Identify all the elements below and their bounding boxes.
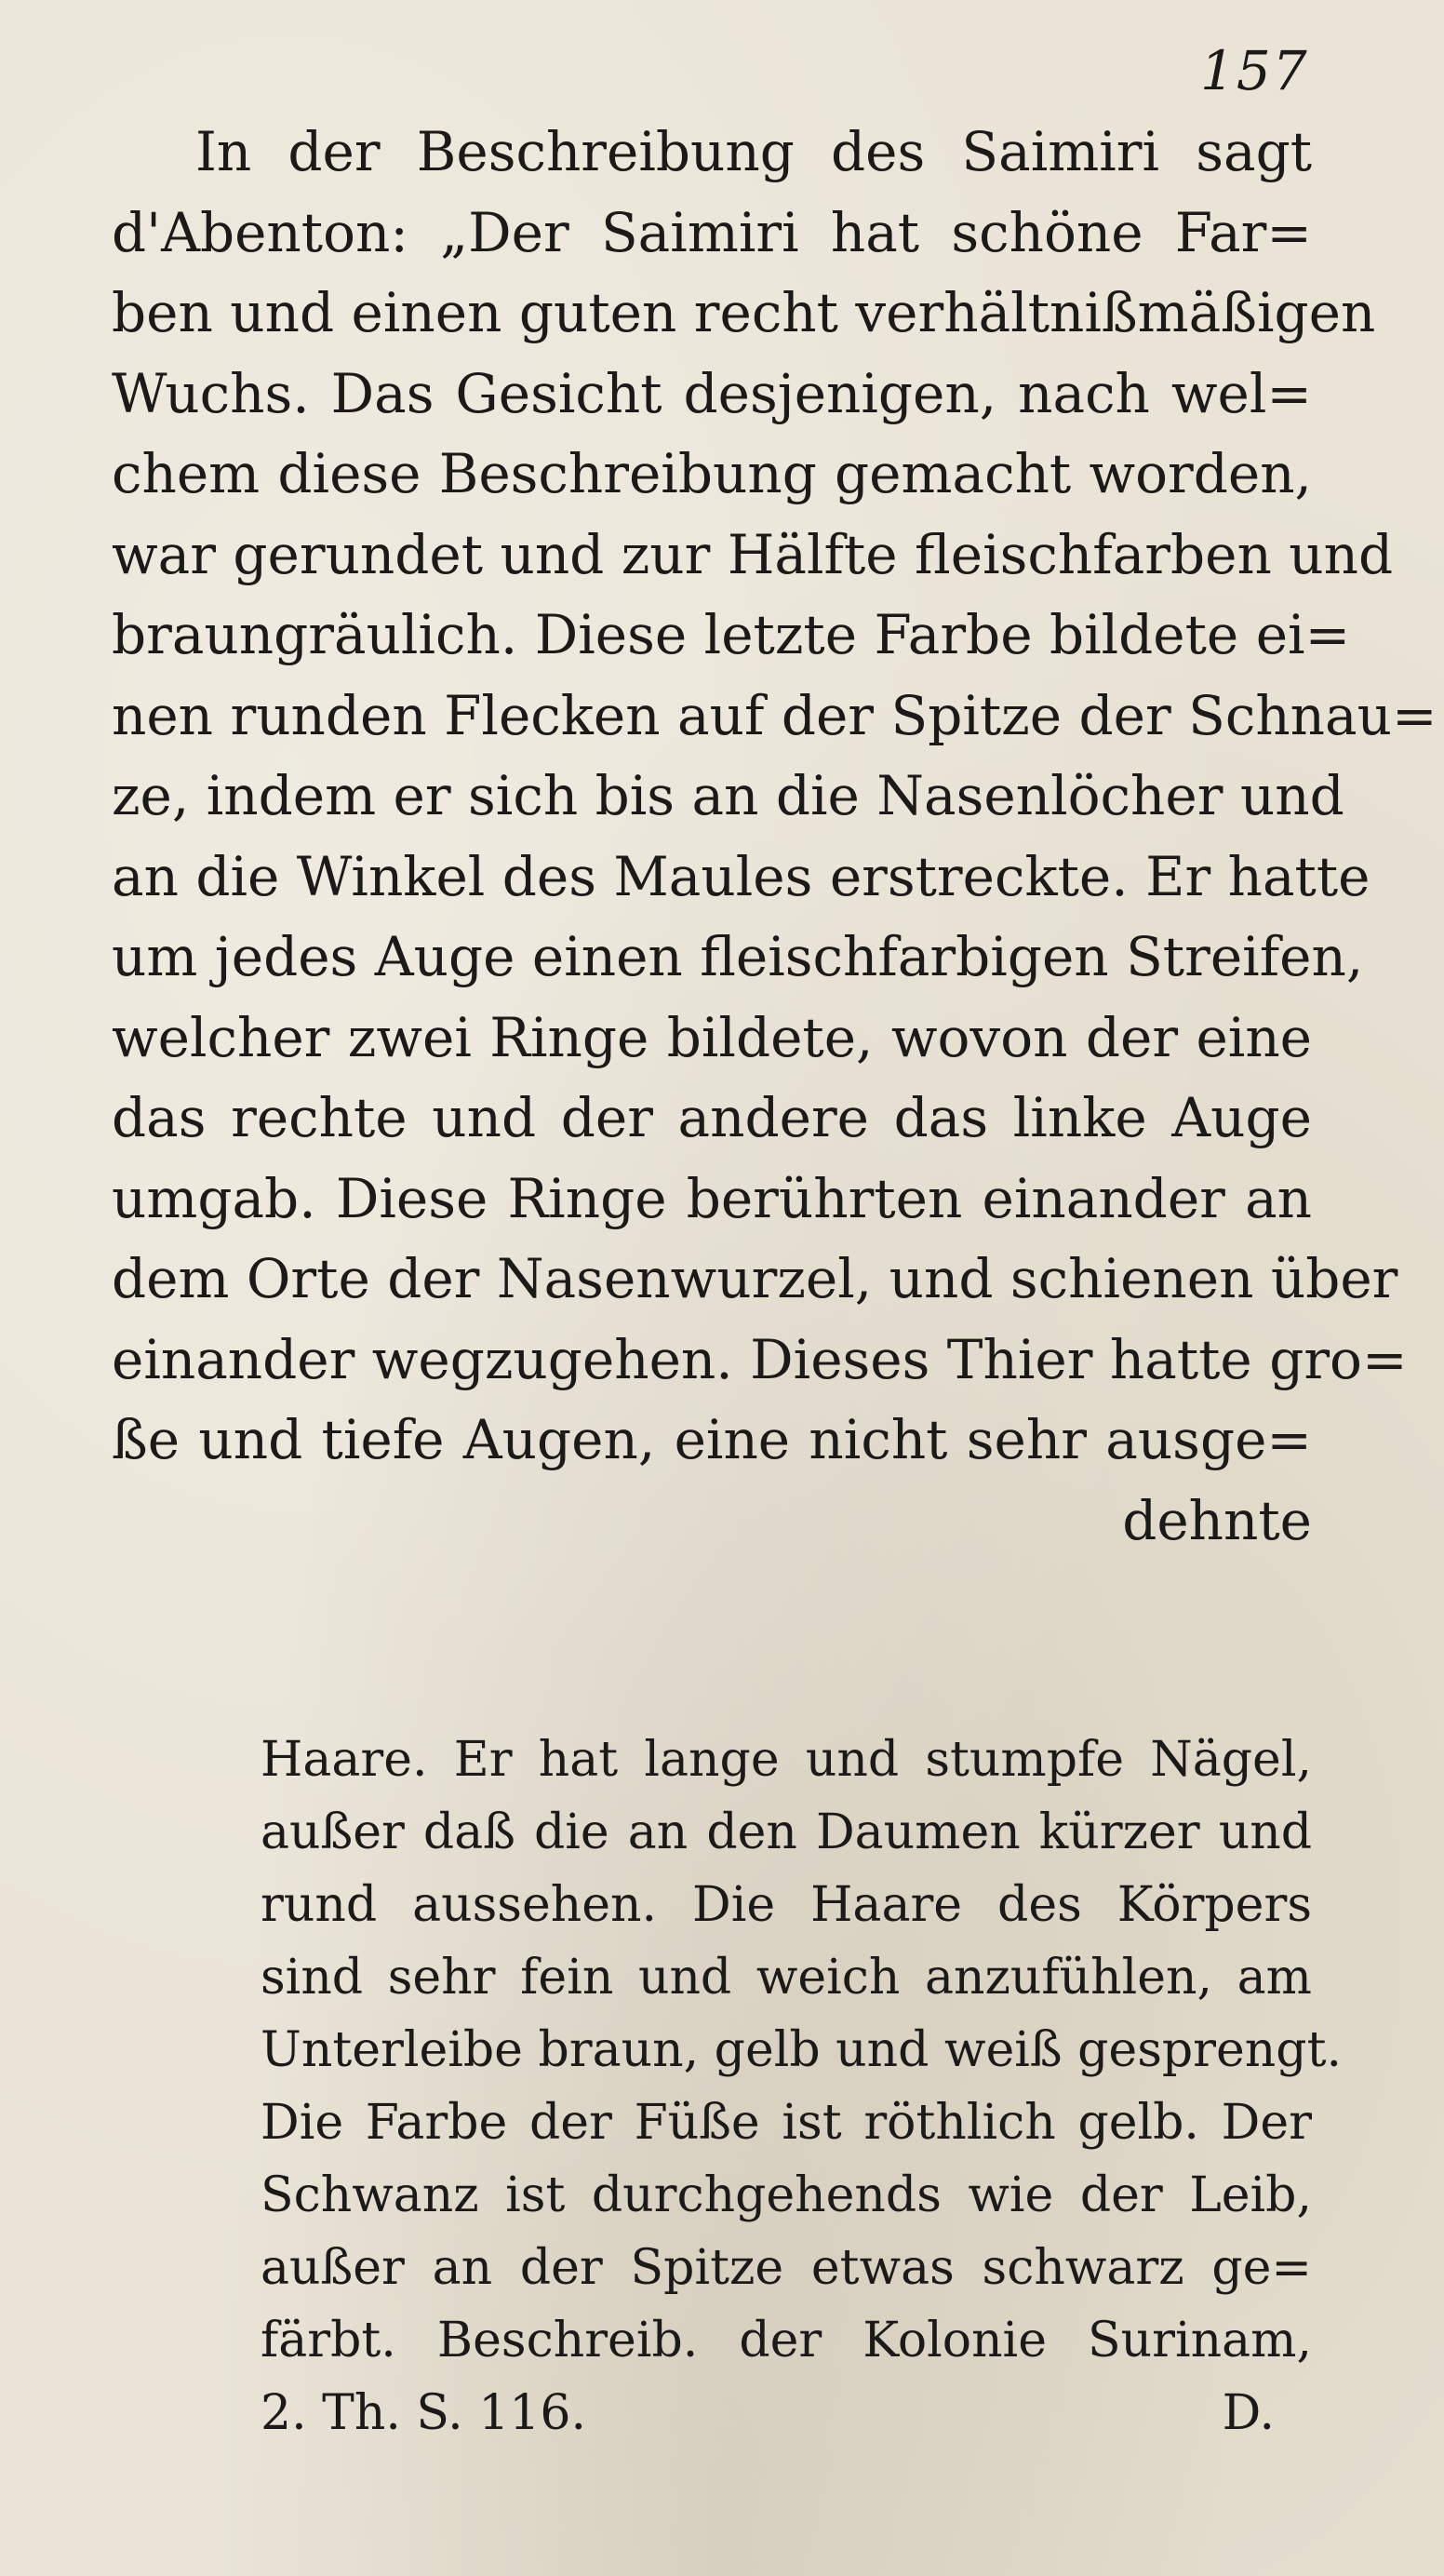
footnote-line: außer an der Spitze etwas schwarz ge= (261, 2240, 1312, 2296)
text-line: dem Orte der Nasenwurzel, und schienen über (112, 1247, 1398, 1310)
text-line: an die Winkel des Maules erstreckte. Er hatte (112, 844, 1370, 908)
text-line: chem diese Beschreibung gemacht worden, (112, 442, 1312, 505)
text-line: ße und tiefe Augen, eine nicht sehr ausge= (112, 1408, 1312, 1471)
footnote-line: Haare. Er hat lange und stumpfe Nägel, (261, 1732, 1312, 1788)
footnote-line: rund aussehen. Die Haare des Körpers (261, 1877, 1312, 1933)
footnote-reference-line (261, 2377, 1312, 2449)
footnote-line: sind sehr fein und weich anzufühlen, am (261, 1950, 1312, 2006)
text-line: nen runden Flecken auf der Spitze der Schnau= (112, 683, 1437, 747)
text-line: ze, indem er sich bis an die Nasenlöcher und (112, 764, 1344, 827)
text-line: Wuchs. Das Gesicht desjenigen, nach wel= (112, 361, 1312, 425)
footnote-line: färbt. Beschreib. der Kolonie Surinam, (261, 2313, 1312, 2368)
main-text-block (112, 112, 1437, 1561)
text-line: umgab. Diese Ringe berührten einander an (112, 1166, 1312, 1230)
text-line: braungräulich. Diese letzte Farbe bildete ei= (112, 603, 1351, 666)
footnote-signature: D. (1222, 2385, 1275, 2441)
footnote-line: außer daß die an den Daumen kürzer und (261, 1805, 1312, 1860)
text-line: In der Beschreibung des Saimiri sagt (195, 120, 1312, 183)
footnote-reference: 2. Th. S. 116. (261, 2385, 586, 2441)
footnote-block (261, 1724, 1343, 2449)
page-number: 157 (1200, 39, 1309, 102)
text-line: welcher zwei Ringe bildete, wovon der eine (112, 1005, 1312, 1069)
text-line: um jedes Auge einen fleischfarbigen Streifen, (112, 925, 1364, 988)
footnote-line: Die Farbe der Füße ist röthlich gelb. Der (261, 2095, 1312, 2151)
footnote-line: Unterleibe braun, gelb und weiß gesprengt. (261, 2022, 1343, 2078)
text-line: einander wegzugehen. Dieses Thier hatte gro= (112, 1327, 1408, 1391)
text-line: war gerundet und zur Hälfte fleischfarben und (112, 522, 1394, 586)
text-line: ben und einen guten recht verhältnißmäßigen (112, 281, 1376, 344)
footnote-line: Schwanz ist durchgehends wie der Leib, (261, 2167, 1312, 2223)
text-line: das rechte und der andere das linke Auge (112, 1086, 1312, 1149)
catchword: dehnte (1122, 1488, 1312, 1552)
text-line: d'Abenton: „Der Saimiri hat schöne Far= (112, 200, 1312, 264)
